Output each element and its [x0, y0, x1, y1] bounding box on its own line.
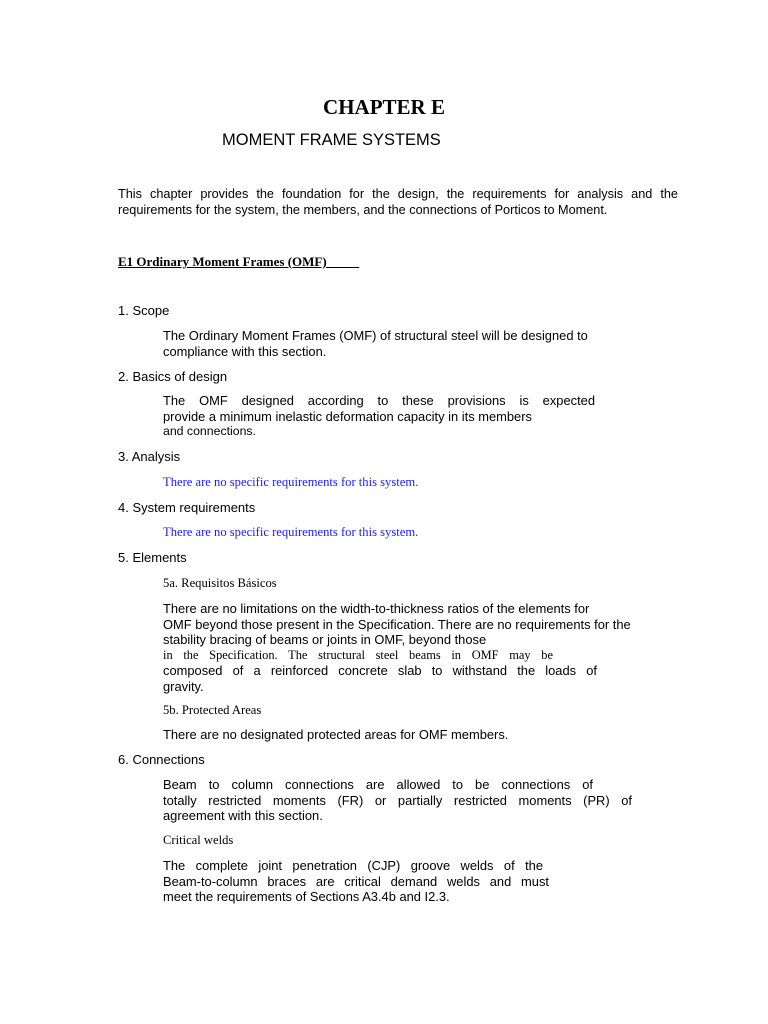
scope-line-1: The Ordinary Moment Frames (OMF) of structural steel will be designed to [163, 328, 588, 343]
section-heading-e1 [118, 254, 359, 270]
section-heading-text: E1 Ordinary Moment Frames (OMF) [118, 254, 327, 269]
welds-line-2: Beam-to-column braces are critical demand welds and must [163, 873, 549, 889]
chapter-subtitle: MOMENT FRAME SYSTEMS [222, 131, 441, 149]
intro-paragraph: This chapter provides the foundation for the design, the requirements for analysis and the requirements for the system, the members, and the connections of Porticos to Moment. [118, 187, 678, 217]
item-heading-scope: 1. Scope [118, 303, 170, 318]
welds-line-3: meet the requirements of Sections A3.4b and I2.3. [163, 889, 450, 904]
basics-line-1: The OMF designed according to these provisions is expected [163, 393, 595, 408]
chapter-title: CHAPTER E [323, 95, 445, 119]
elements-a-line-6: gravity. [163, 678, 204, 694]
connections-sub-welds: Critical welds [163, 833, 234, 847]
connections-body [163, 777, 632, 824]
item-heading-analysis: 3. Analysis [118, 449, 181, 464]
analysis-note: There are no specific requirements for this system. [163, 475, 419, 489]
connections-line-3: agreement with this section. [163, 808, 323, 823]
item-heading-connections: 6. Connections [118, 752, 205, 767]
elements-text-b: There are no designated protected areas for OMF members. [163, 727, 509, 742]
scope-line-2: compliance with this section. [163, 343, 327, 359]
item-heading-system: 4. System requirements [118, 500, 256, 515]
basics-line-3: and connections. [163, 424, 256, 438]
welds-body [163, 858, 549, 905]
elements-a-line-5: composed of a reinforced concrete slab to withstand the loads of [163, 663, 597, 678]
connections-line-1: Beam to column connections are allowed to be connections of [163, 777, 593, 792]
elements-a-line-2: OMF beyond those present in the Specification. There are no requirements for the [163, 616, 631, 632]
elements-a-line-1: There are no limitations on the width-to-thickness ratios of the elements for [163, 601, 590, 616]
connections-line-2: totally restricted moments (FR) or partially restricted moments (PR) of [163, 792, 632, 808]
scope-body [163, 328, 588, 359]
elements-a-line-3: stability bracing of beams or joints in OMF, beyond those [163, 632, 487, 647]
basics-line-2: provide a minimum inelastic deformation capacity in its members [163, 408, 532, 424]
item-heading-basics: 2. Basics of design [118, 369, 228, 384]
elements-body-a [163, 601, 631, 694]
item-heading-elements: 5. Elements [118, 550, 187, 565]
elements-sub-b: 5b. Protected Areas [163, 703, 262, 717]
welds-line-1: The complete joint penetration (CJP) groove welds of the [163, 858, 543, 873]
basics-body [163, 393, 595, 440]
elements-sub-a: 5a. Requisitos Básicos [163, 576, 277, 590]
system-note: There are no specific requirements for this system. [163, 525, 419, 539]
elements-a-line-4: in the Specification. The structural steel beams in OMF may be [163, 647, 553, 662]
